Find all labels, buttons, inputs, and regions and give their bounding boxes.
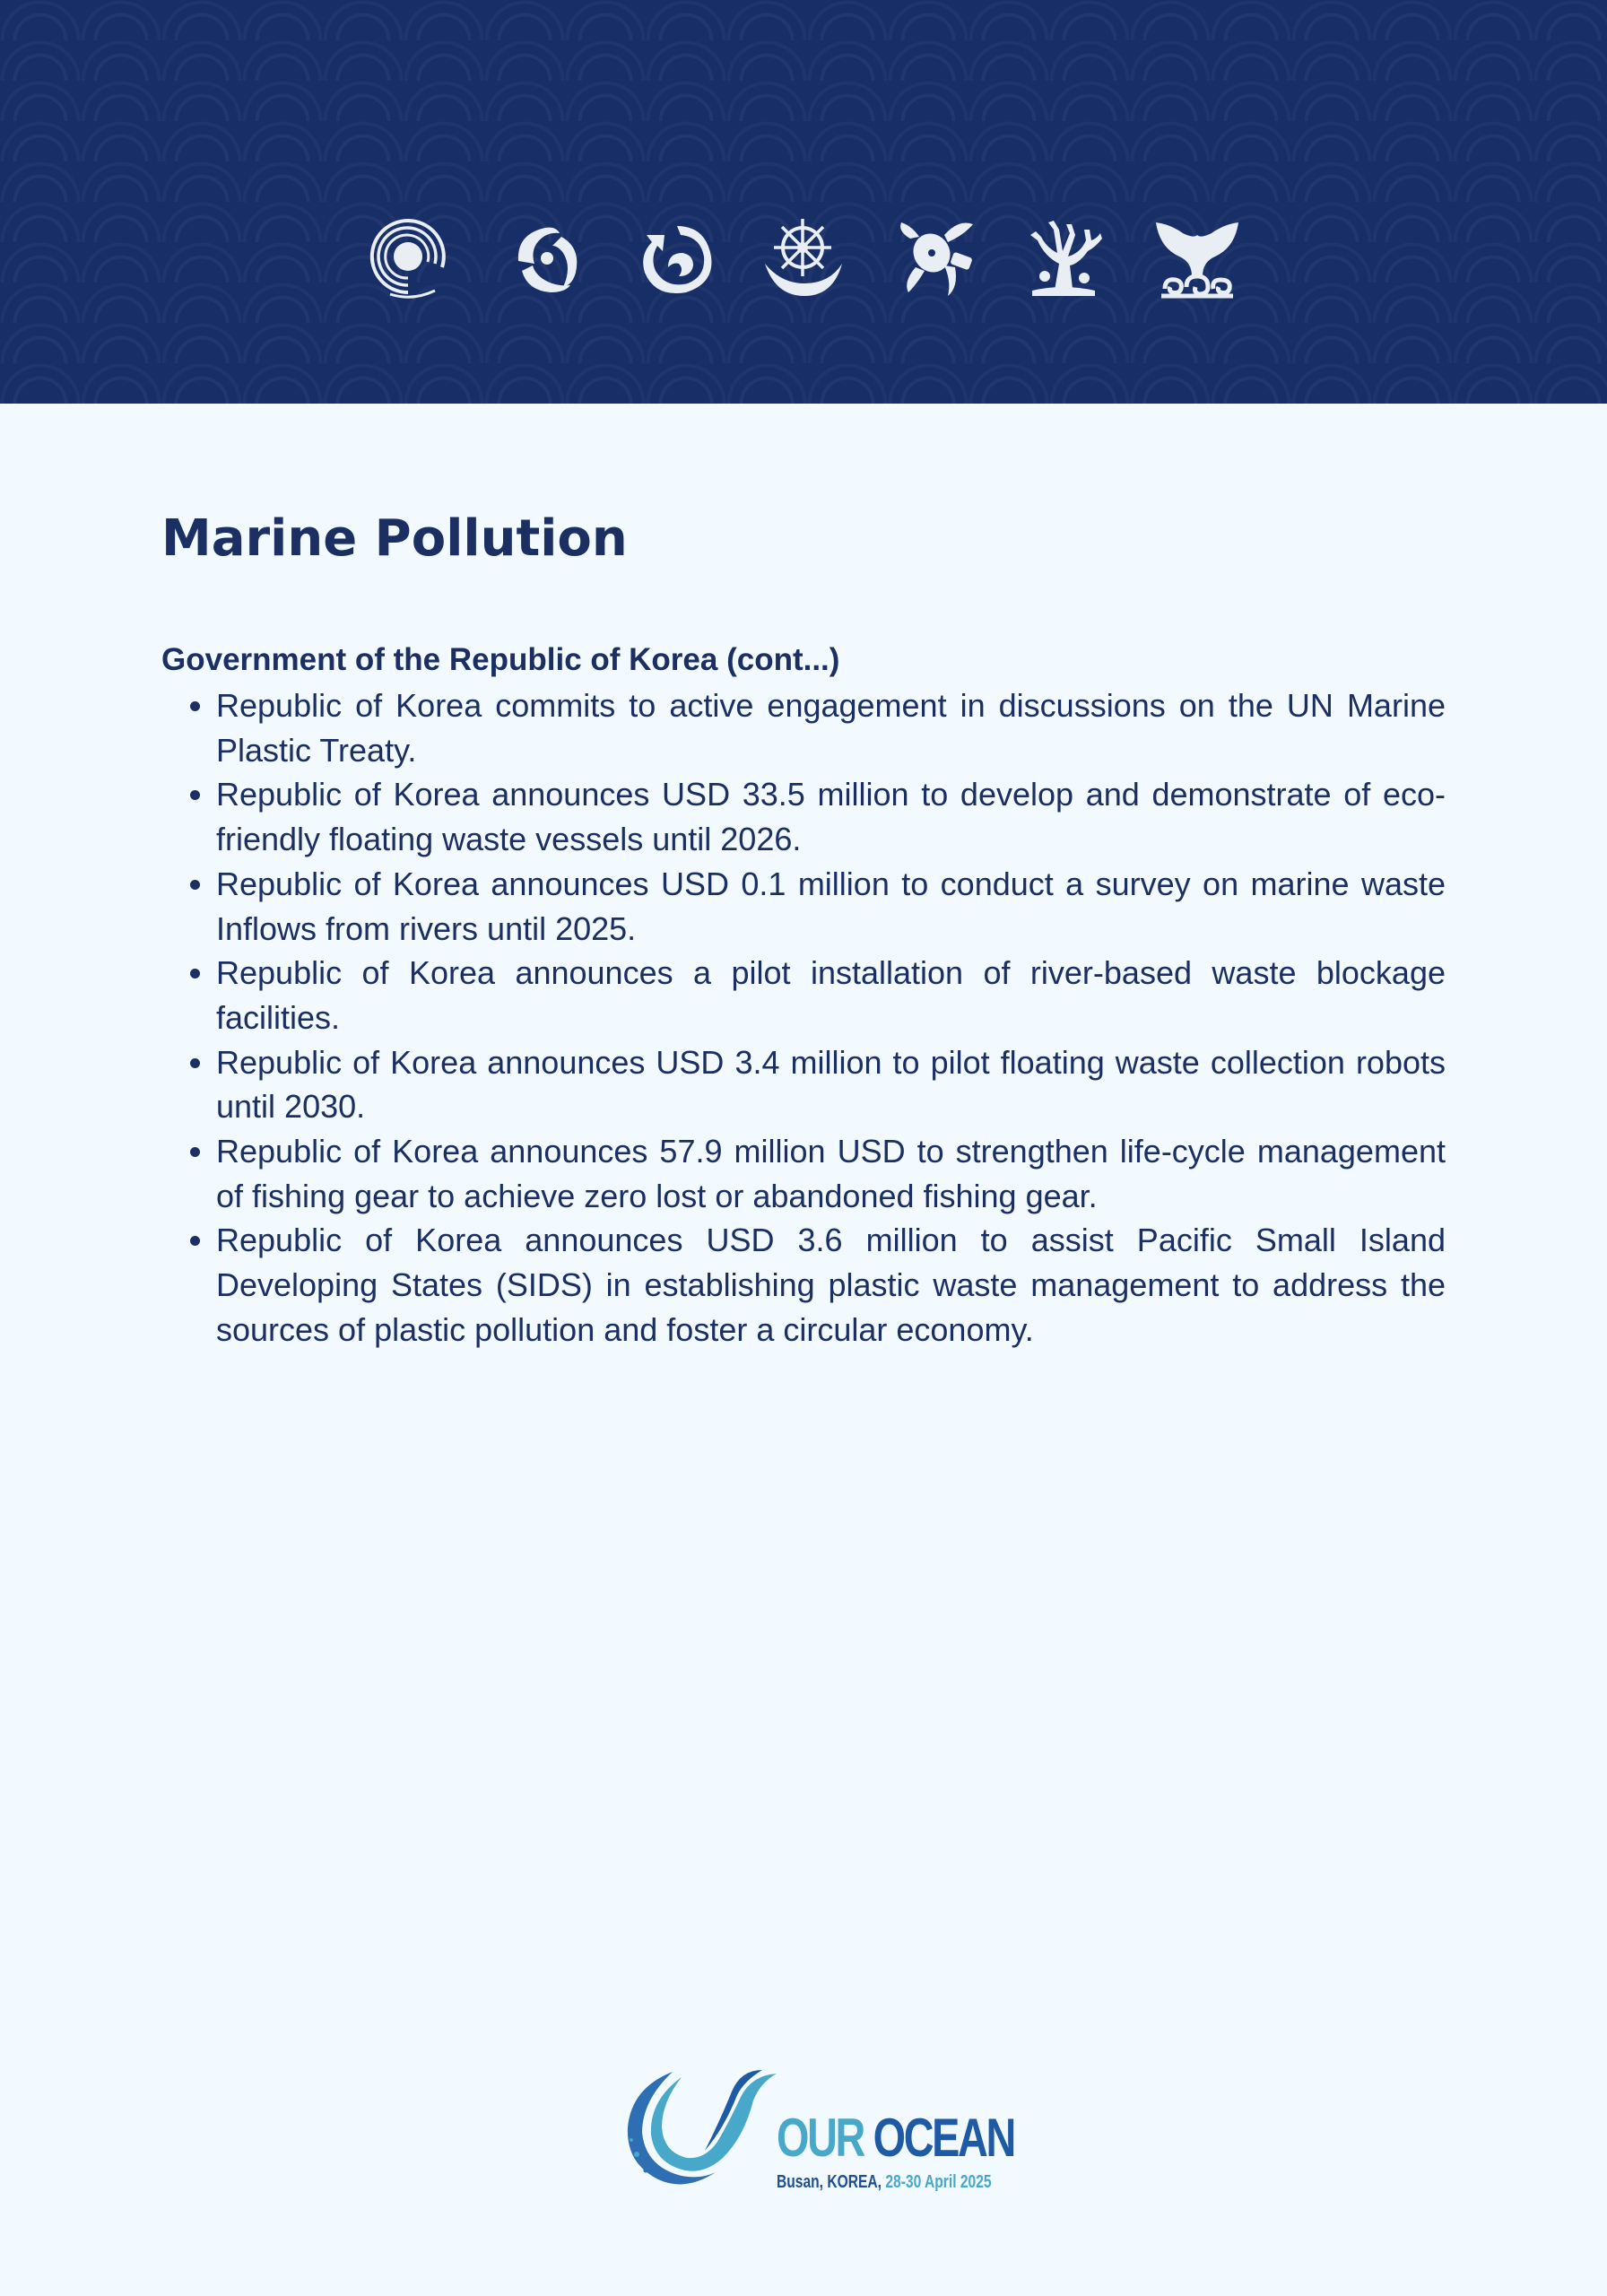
page-title: Marine Pollution xyxy=(161,509,628,568)
wave-swoosh-icon xyxy=(619,2065,780,2199)
list-item: • Republic of Korea announces USD 3.4 million to pilot floating waste collection robots until 2030. xyxy=(216,1040,1446,1129)
coral-icon xyxy=(1018,212,1108,301)
header-banner xyxy=(0,0,1607,404)
list-item: • Republic of Korea announces USD 33.5 million to develop and demonstrate of eco-friendly floating waste vessels until 2026. xyxy=(216,772,1446,861)
logo-word-ocean: OCEAN xyxy=(873,2108,1014,2168)
turtle-icon xyxy=(892,212,982,301)
spiral-circle-icon xyxy=(363,212,453,301)
section-subtitle: Government of the Republic of Korea (cont...) xyxy=(161,642,840,677)
list-item: • Republic of Korea commits to active engagement in discussions on the UN Marine Plastic Treaty. xyxy=(216,683,1446,772)
list-item: • Republic of Korea announces USD 0.1 million to conduct a survey on marine waste Inflows from rivers until 2025. xyxy=(216,862,1446,951)
dolphins-icon xyxy=(500,212,590,301)
list-item: • Republic of Korea announces USD 3.6 million to assist Pacific Small Island Developing States (SIDS) in establishing plastic waste management to address the sources of plastic pollution and foster a circular economy. xyxy=(216,1218,1446,1352)
icon-row xyxy=(0,212,1607,310)
logo-location: Busan, KOREA, xyxy=(777,2172,882,2192)
logo-wordmark xyxy=(777,2108,1014,2168)
logo-word-our: OUR xyxy=(777,2108,864,2168)
ship-wheel-icon xyxy=(758,212,847,301)
logo-dates: 28-30 April 2025 xyxy=(885,2172,992,2192)
list-item: • Republic of Korea announces 57.9 million USD to strengthen life-cycle management of fishing gear to achieve zero lost or abandoned fishing gear. xyxy=(216,1129,1446,1218)
wave-icon xyxy=(632,212,722,301)
whale-tail-icon xyxy=(1152,212,1242,301)
logo-tagline xyxy=(777,2172,992,2192)
list-item: • Republic of Korea announces a pilot installation of river-based waste blockage facilities. xyxy=(216,951,1446,1039)
commitments-list xyxy=(161,683,1446,1352)
our-ocean-logo xyxy=(619,2065,1014,2199)
